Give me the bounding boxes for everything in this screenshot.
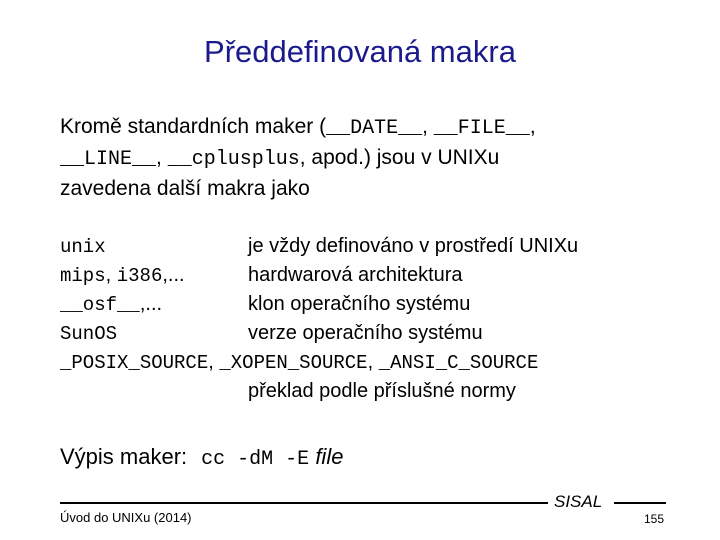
term-macro: _ANSI_C_SOURCE: [378, 352, 539, 374]
intro-line-1: [60, 112, 660, 143]
definition-term: [60, 232, 106, 262]
term-separator: ,: [105, 264, 117, 286]
intro-line-3: zavedena další makra jako: [60, 177, 310, 200]
macro-definition-list: [60, 232, 660, 406]
term-suffix: ,...: [139, 293, 163, 315]
definition-description: je vždy definováno v prostředí UNIXu: [248, 235, 579, 257]
term-suffix: ,...: [162, 264, 185, 286]
intro-separator: ,: [156, 146, 168, 169]
intro-paragraph: [60, 112, 660, 203]
intro-separator: ,: [422, 115, 434, 138]
posix-macros-row: [60, 348, 660, 377]
definition-row: [60, 290, 660, 319]
footer-divider-right: [614, 502, 666, 504]
listing-command: cc -dM -E: [201, 448, 310, 471]
macro-file: __FILE__: [433, 117, 530, 140]
intro-text: , apod.) jsou v UNIXu: [299, 146, 500, 169]
intro-line-2: [60, 143, 660, 174]
term-macro: unix: [60, 236, 106, 258]
listing-argument: file: [315, 444, 344, 469]
definition-description: překlad podle příslušné normy: [248, 380, 516, 402]
intro-text: Kromě standardních maker (: [60, 115, 327, 138]
macro-date: __DATE__: [326, 117, 423, 140]
term-macro: _XOPEN_SOURCE: [219, 352, 368, 374]
intro-separator: ,: [529, 115, 536, 138]
term-macro: mips: [60, 265, 106, 287]
macro-line: __LINE__: [60, 148, 157, 171]
term-macro: SunOS: [60, 323, 118, 345]
term-macro: _POSIX_SOURCE: [60, 352, 209, 374]
definition-description: klon operačního systému: [248, 293, 471, 315]
definition-term: [60, 261, 185, 291]
definition-row: [60, 377, 660, 406]
term-macro: __osf__: [60, 294, 140, 316]
page-number: 155: [644, 512, 665, 526]
footer-course-name: Úvod do UNIXu (2014): [60, 510, 192, 525]
definition-row: [60, 261, 660, 290]
term-separator: ,: [367, 351, 379, 373]
slide-title: Předdefinovaná makra: [204, 34, 516, 69]
definition-term: [60, 319, 117, 349]
macro-listing-command: [60, 444, 343, 471]
listing-label: Výpis maker:: [60, 444, 188, 469]
footer-brand: SISAL: [554, 492, 603, 511]
footer-divider-left: [60, 502, 548, 504]
term-separator: ,: [208, 351, 220, 373]
definition-description: hardwarová architektura: [248, 264, 463, 286]
definition-term: [60, 348, 538, 378]
definition-term: [60, 290, 162, 320]
definition-description: verze operačního systému: [248, 322, 483, 344]
term-macro: i386: [116, 265, 163, 287]
definition-row: [60, 232, 660, 261]
macro-cplusplus: __cplusplus: [167, 148, 300, 171]
definition-row: [60, 319, 660, 348]
